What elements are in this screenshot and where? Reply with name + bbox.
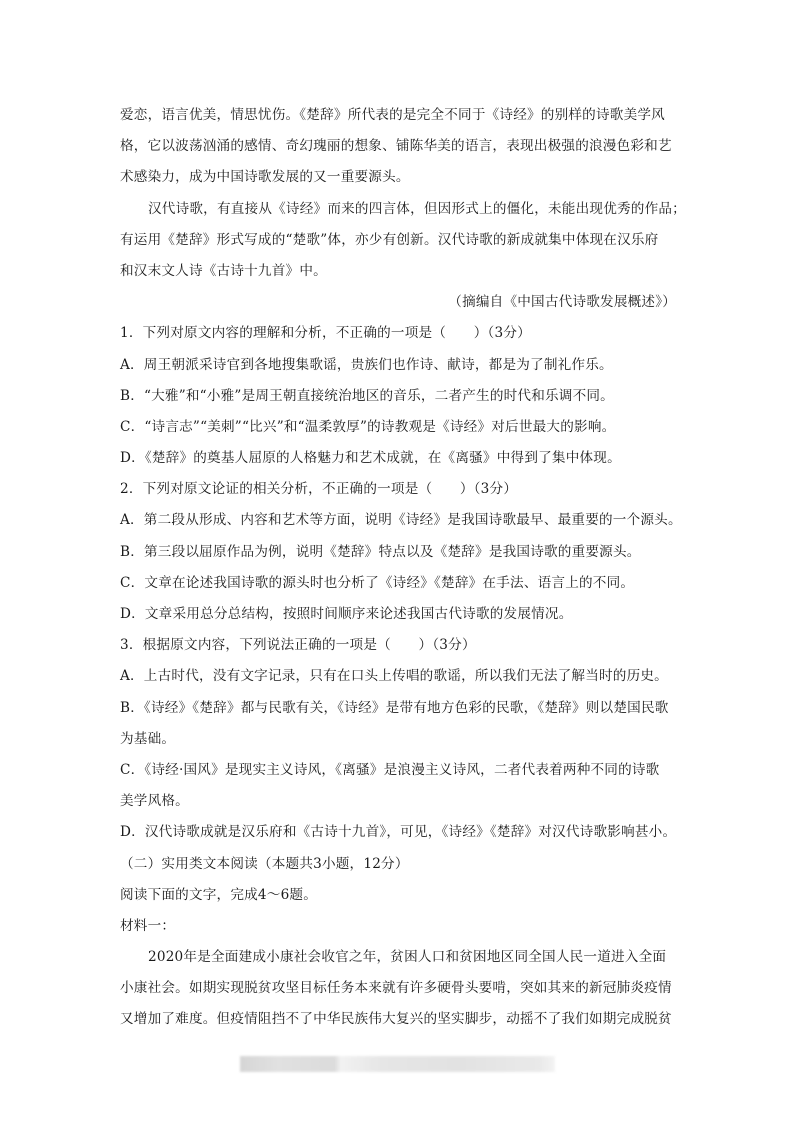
question-stem: 1．下列对原文内容的理解和分析，不正确的一项是（ ）（3分） [120, 325, 531, 342]
question-stem: 3．根据原文内容，下列说法正确的一项是（ ）（3分） [120, 637, 476, 654]
question-option: B．《诗经》《楚辞》都与民歌有关，《诗经》是带有地方色彩的民歌，《楚辞》则以楚国民歌 [120, 699, 669, 716]
passage-paragraph-line: 和汉末文人诗《古诗十九首》中。 [120, 262, 327, 279]
document-page [120, 100, 686, 1036]
question-option: C．《诗经·国风》是现实主义诗风，《离骚》是浪漫主义诗风，二者代表着两种不同的诗歌 [120, 761, 660, 778]
question-option: D．文章采用总分总结构，按照时间顺序来论述我国古代诗歌的发展情况。 [120, 606, 573, 622]
section-heading: （二）实用类文本阅读（本题共3小题，12分） [120, 855, 409, 872]
material-line: 又增加了难度。但疫情阻挡不了中华民族伟大复兴的坚实脚步，动摇不了我们如期完成脱贫 [120, 1011, 672, 1028]
passage-line: 爱恋，语言优美，情思忧伤。《楚辞》所代表的是完全不同于《诗经》的别样的诗歌美学风 [120, 107, 665, 123]
question-option: D．汉代诗歌成就是汉乐府和《古诗十九首》，可见，《诗经》《楚辞》对汉代诗歌影响甚小。 [120, 824, 677, 841]
question-option: C．文章在论述我国诗歌的源头时也分析了《诗经》《楚辞》在手法、语言上的不同。 [120, 574, 635, 591]
question-option: B．第三段以屈原作品为例，说明《楚辞》特点以及《楚辞》是我国诗歌的重要源头。 [120, 543, 641, 560]
section-instruction: 阅读下面的文字，完成4～6题。 [120, 886, 318, 903]
question-option: A．第二段从形成、内容和艺术等方面，说明《诗经》是我国诗歌最早、最重要的一个源头。 [120, 512, 682, 529]
question-option: A．周王朝派采诗官到各地搜集歌谣，贵族们也作诗、献诗，都是为了制礼作乐。 [120, 356, 613, 373]
question-option: 为基础。 [120, 730, 176, 747]
question-stem: 2．下列对原文论证的相关分析，不正确的一项是（ ）（3分） [120, 481, 518, 498]
question-option: C．“诗言志”“美刺”“比兴”和“温柔敦厚”的诗教观是《诗经》对后世最大的影响。 [120, 418, 616, 435]
material-line: 小康社会。如期实现脱贫攻坚目标任务本来就有许多硬骨头要啃，突如其来的新冠肺炎疫情 [120, 980, 672, 997]
passage-paragraph-line: 有运用《楚辞》形式写成的“楚歌”体，亦少有创新。汉代诗歌的新成就集中体现在汉乐府 [120, 231, 659, 248]
blurred-footer-watermark [240, 1056, 555, 1072]
material-line: 2020年是全面建成小康社会收官之年，贫困人口和贫困地区同全国人民一道进入全面 [148, 949, 667, 966]
passage-line: 格，它以波荡汹涌的感情、奇幻瑰丽的想象、铺陈华美的语言，表现出极强的浪漫色彩和艺 [120, 138, 672, 155]
question-option: B．“大雅”和“小雅”是周王朝直接统治地区的音乐，二者产生的时代和乐调不同。 [120, 387, 614, 404]
question-option: 美学风格。 [120, 793, 189, 810]
question-option: D．《楚辞》的奠基人屈原的人格魅力和艺术成就，在《离骚》中得到了集中体现。 [120, 450, 621, 467]
passage-paragraph-line: 汉代诗歌，有直接从《诗经》而来的四言体，但因形式上的僵化，未能出现优秀的作品； [148, 200, 686, 217]
question-option: A．上古时代，没有文字记录，只有在口头上传唱的歌谣，所以我们无法了解当时的历史。 [120, 668, 668, 685]
material-label: 材料一： [120, 917, 176, 934]
passage-line: 术感染力，成为中国诗歌发展的又一重要源头。 [120, 169, 410, 186]
passage-source: （摘编自《中国古代诗歌发展概述》） [448, 294, 676, 311]
